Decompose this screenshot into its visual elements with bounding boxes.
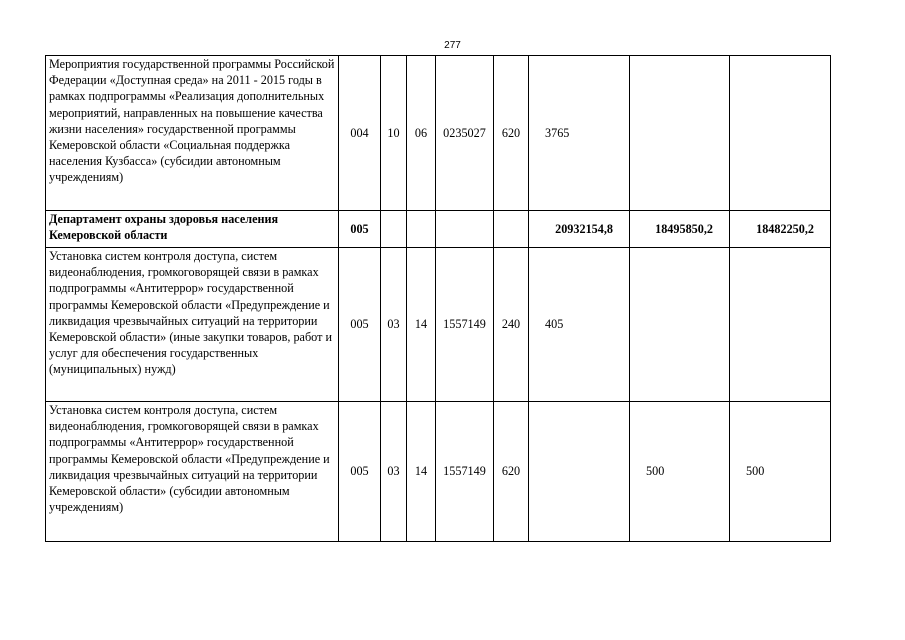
expense-type-code: 620 [494, 56, 529, 211]
subsection-code [407, 211, 436, 248]
target-code: 0235027 [436, 56, 494, 211]
subsection-code: 14 [407, 248, 436, 402]
ministry-code: 005 [339, 402, 381, 542]
row-description: Установка систем контроля доступа, систем видеонаблюдения, громкоговорящей связи в рамках подпрограммы «Антитеррор» государственной программы Кемеровской области «Предупреждение и ликвидация чрезвычайных ситуаций на территории Кемеровской области» (субсидии автономным учреждениям) [46, 402, 339, 542]
table-row [46, 402, 831, 542]
department-name: Департамент охраны здоровья населения Кемеровской области [46, 211, 339, 248]
row-description: Мероприятия государственной программы Российской Федерации «Доступная среда» на 2011 - 2015 годы в рамках подпрограммы «Реализация дополнительных мероприятий, направленных на повышение качества жизни населения» государственной программы Кемеровской области «Социальная поддержка населения Кузбасса» (субсидии автономным учреждениям) [46, 56, 339, 211]
target-code: 1557149 [436, 248, 494, 402]
ministry-code: 005 [339, 248, 381, 402]
row-description: Установка систем контроля доступа, систем видеонаблюдения, громкоговорящей связи в рамках подпрограммы «Антитеррор» государственной программы Кемеровской области «Предупреждение и ликвидация чрезвычайных ситуаций на территории Кемеровской области» (иные закупки товаров, работ и услуг для обеспечения государственных (муниципальных) нужд) [46, 248, 339, 402]
expense-type-code [494, 211, 529, 248]
section-code: 03 [381, 402, 407, 542]
amount-year-2: 18495850,2 [630, 211, 730, 248]
ministry-code: 004 [339, 56, 381, 211]
table-row-department [46, 211, 831, 248]
section-code: 03 [381, 248, 407, 402]
expense-type-code: 620 [494, 402, 529, 542]
ministry-code: 005 [339, 211, 381, 248]
amount-year-1: 3765 [529, 56, 630, 211]
expense-type-code: 240 [494, 248, 529, 402]
table-row [46, 56, 831, 211]
section-code [381, 211, 407, 248]
amount-year-2 [630, 56, 730, 211]
subsection-code: 14 [407, 402, 436, 542]
amount-year-2 [630, 248, 730, 402]
section-code: 10 [381, 56, 407, 211]
budget-table [45, 55, 831, 542]
amount-year-3 [730, 248, 831, 402]
amount-year-1: 405 [529, 248, 630, 402]
amount-year-1 [529, 402, 630, 542]
target-code [436, 211, 494, 248]
amount-year-3: 500 [730, 402, 831, 542]
page-number: 277 [444, 40, 461, 51]
amount-year-2: 500 [630, 402, 730, 542]
target-code: 1557149 [436, 402, 494, 542]
amount-year-1: 20932154,8 [529, 211, 630, 248]
table-row [46, 248, 831, 402]
amount-year-3 [730, 56, 831, 211]
amount-year-3: 18482250,2 [730, 211, 831, 248]
subsection-code: 06 [407, 56, 436, 211]
